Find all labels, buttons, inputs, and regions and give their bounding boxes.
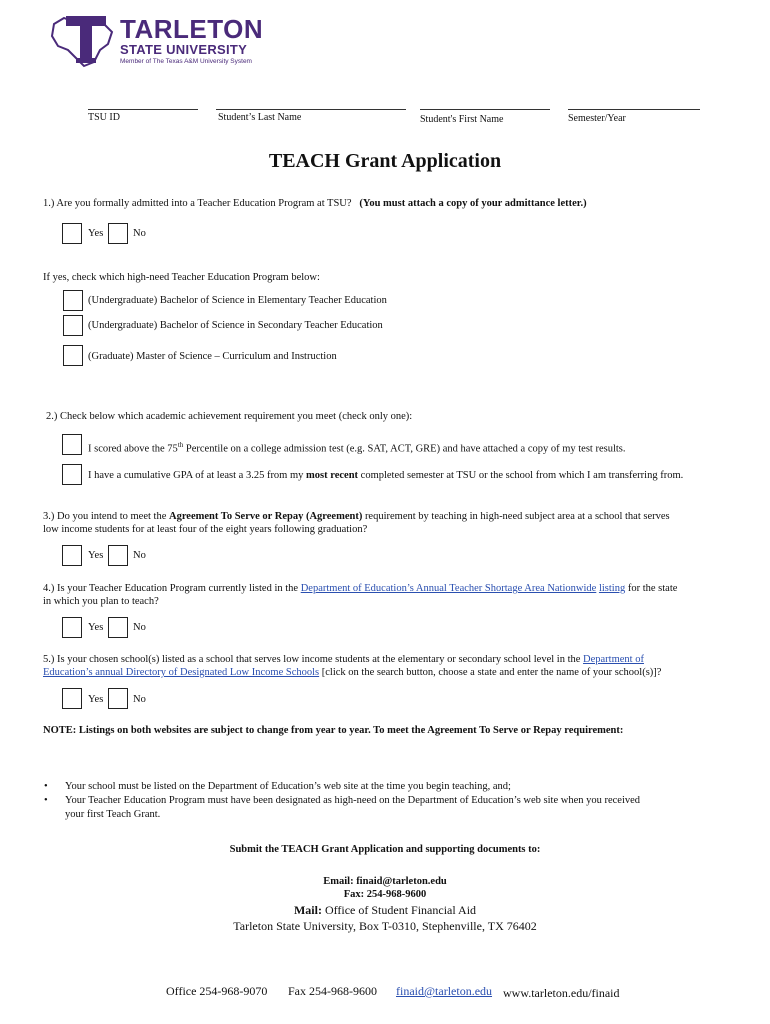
q5-no-checkbox[interactable] (108, 688, 128, 709)
program-graduate-checkbox[interactable] (63, 345, 83, 366)
submit-mail-label: Mail: (293, 903, 322, 917)
q3-text-c: low income students for at least four of the eight years following graduation? (43, 524, 368, 535)
first-name-line[interactable] (420, 109, 550, 110)
q4-text-c: in which you plan to teach? (43, 596, 159, 607)
first-name-label: Student's First Name (420, 114, 504, 125)
program-elementary-label: (Undergraduate) Bachelor of Science in Elementary Teacher Education (88, 295, 387, 306)
bullet-text-2-cont: your first Teach Grant. (65, 809, 161, 820)
bullet-dot-2: • (44, 795, 48, 806)
logo-member-text: Member of The Texas A&M University System (120, 58, 252, 65)
logo-name: TARLETON (120, 14, 264, 44)
q3-no-label: No (133, 550, 146, 561)
teacher-shortage-link[interactable]: Department of Education’s Annual Teacher Shortage Area Nationwide (300, 583, 597, 594)
q2-opt2-text-a: I have a cumulative GPA of at least a 3.25 from my (88, 470, 307, 481)
q2-test-score-label (88, 441, 626, 455)
last-name-line[interactable] (216, 109, 406, 110)
q4-yes-checkbox[interactable] (62, 617, 82, 638)
q5-text-a: 5.) Is your chosen school(s) listed as a school that serves low income students at the elementary or secondary school level in the (43, 654, 584, 665)
q2-gpa-checkbox[interactable] (62, 464, 82, 485)
program-secondary-checkbox[interactable] (63, 315, 83, 336)
q2-text: 2.) Check below which academic achievement requirement you meet (check only one): (46, 411, 413, 422)
q1-no-label: No (133, 228, 146, 239)
tarleton-t-logo-icon (50, 10, 118, 70)
q1-no-checkbox[interactable] (108, 223, 128, 244)
submit-email: Email: finaid@tarleton.edu (323, 876, 447, 887)
q1-question: 1.) Are you formally admitted into a Teacher Education Program at TSU? (43, 198, 352, 209)
q1-text (43, 197, 587, 210)
q2-opt1-text-b: Percentile on a college admission test (e.g. SAT, ACT, GRE) and have attached a copy of my test results. (183, 443, 626, 455)
q5-text (43, 653, 743, 679)
logo-subtitle: STATE UNIVERSITY (120, 42, 248, 57)
q4-no-checkbox[interactable] (108, 617, 128, 638)
tsu-id-line[interactable] (88, 109, 198, 110)
q1-note: (You must attach a copy of your admittance letter.) (359, 198, 587, 209)
program-graduate-label: (Graduate) Master of Science – Curriculum and Instruction (88, 351, 337, 362)
q1-yes-label: Yes (88, 228, 104, 239)
q3-text-b: requirement by teaching in high-need subject area at a school that serves (362, 511, 670, 522)
q2-opt1-text-a: I scored above the 75 (88, 443, 178, 455)
programs-prompt: If yes, check which high-need Teacher Education Program below: (43, 272, 320, 283)
footer-email-link[interactable]: finaid@tarleton.edu (396, 984, 493, 998)
q3-yes-label: Yes (88, 550, 104, 561)
q3-text-bold: Agreement To Serve or Repay (Agreement) (168, 511, 363, 522)
bullet-text-2: Your Teacher Education Program must have been designated as high-need on the Department of Education’s web site when you received (65, 795, 641, 806)
q4-text-a: 4.) Is your Teacher Education Program currently listed in the (43, 583, 301, 594)
bullet-text-1: Your school must be listed on the Department of Education’s web site at the time you begin teaching, and; (65, 781, 511, 792)
footer-office: Office 254-968-9070 (166, 984, 268, 998)
form-title: TEACH Grant Application (268, 150, 502, 172)
program-elementary-checkbox[interactable] (63, 290, 83, 311)
q2-opt1-sup: th (177, 441, 184, 449)
submit-mail (0, 903, 770, 918)
q5-yes-label: Yes (88, 694, 104, 705)
note-text: NOTE: Listings on both websites are subject to change from year to year. To meet the Agreement To Serve or Repay requirement: (43, 725, 624, 736)
submit-heading: Submit the TEACH Grant Application and supporting documents to: (229, 844, 541, 855)
semester-label: Semester/Year (568, 113, 626, 124)
tsu-id-label: TSU ID (88, 112, 120, 123)
semester-line[interactable] (568, 109, 700, 110)
footer-fax: Fax 254-968-9600 (288, 984, 377, 998)
q2-test-score-checkbox[interactable] (62, 434, 82, 455)
program-secondary-label: (Undergraduate) Bachelor of Science in Secondary Teacher Education (88, 320, 383, 331)
q4-no-label: No (133, 622, 146, 633)
q2-gpa-label (88, 470, 683, 481)
q4-text (43, 582, 743, 608)
q5-text-b: [click on the search button, choose a state and enter the name of your school(s)]? (319, 667, 662, 678)
submit-fax: Fax: 254-968-9600 (343, 889, 427, 900)
low-income-directory-link-a[interactable]: Department of (583, 654, 644, 665)
q4-yes-label: Yes (88, 622, 104, 633)
submit-mail-value: Office of Student Financial Aid (321, 903, 477, 917)
q4-text-b: for the state (625, 583, 678, 594)
q2-opt2-text-b: completed semester at TSU or the school from which I am transferring from. (358, 470, 684, 481)
footer-web: www.tarleton.edu/finaid (503, 986, 620, 1000)
bullet-dot-1: • (44, 781, 48, 792)
q1-yes-checkbox[interactable] (62, 223, 82, 244)
q3-no-checkbox[interactable] (108, 545, 128, 566)
q3-yes-checkbox[interactable] (62, 545, 82, 566)
low-income-directory-link-b[interactable]: Education’s annual Directory of Designated Low Income Schools (43, 667, 320, 678)
q3-text-a: 3.) Do you intend to meet the (43, 511, 169, 522)
q2-opt2-bold: most recent (306, 470, 359, 481)
q5-no-label: No (133, 694, 146, 705)
last-name-label: Student’s Last Name (218, 112, 302, 123)
q5-yes-checkbox[interactable] (62, 688, 82, 709)
submit-address: Tarleton State University, Box T-0310, Stephenville, TX 76402 (233, 919, 537, 933)
teacher-shortage-listing-link[interactable]: listing (598, 583, 626, 594)
q3-text (43, 510, 743, 536)
